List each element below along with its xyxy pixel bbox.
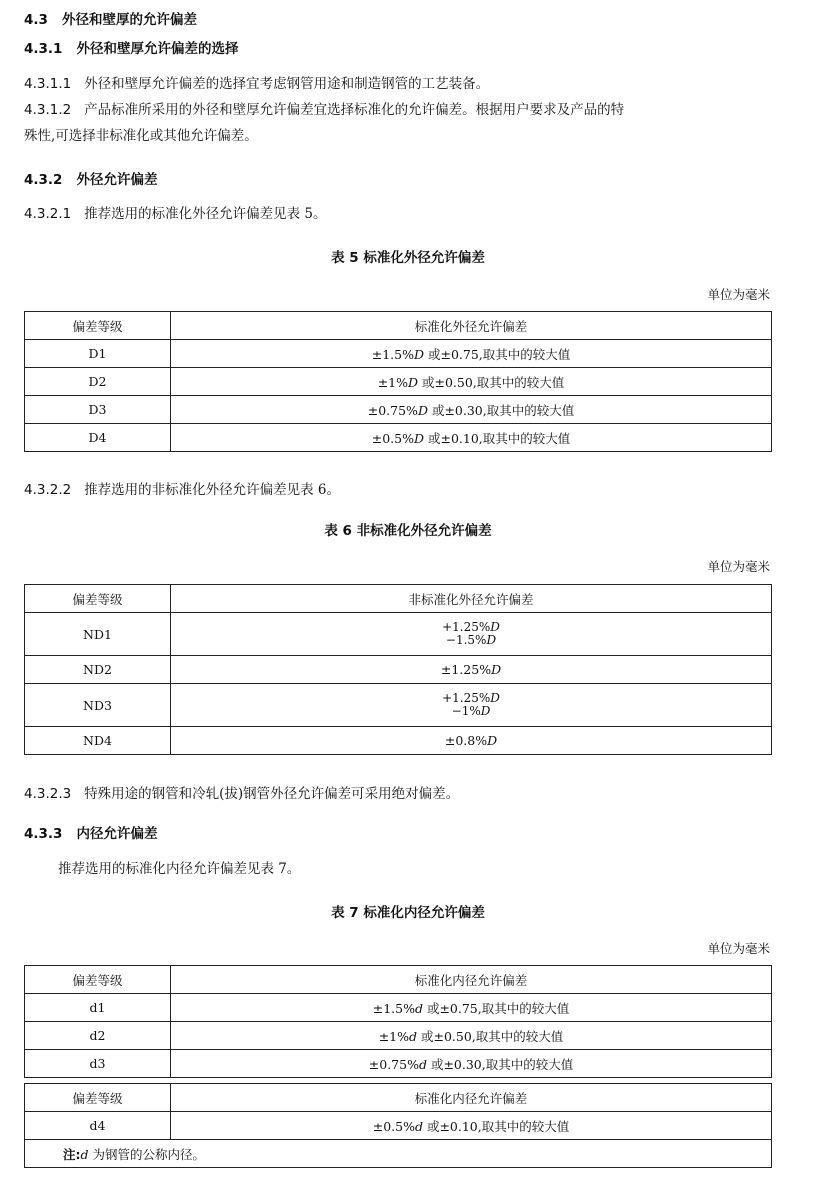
table-7-repeat-header-row	[25, 1084, 772, 1112]
table-row	[25, 727, 772, 755]
grade-cell: d1	[25, 994, 171, 1022]
grade-cell: d2	[25, 1022, 171, 1050]
clause-4-3-2-2: 4.3.2.2 推荐选用的非标准化外径允许偏差见表 6。	[24, 482, 340, 498]
grade-cell: D3	[25, 396, 171, 424]
grade-cell: D4	[25, 424, 171, 452]
grade-cell: ND1	[25, 613, 171, 656]
tolerance-cell: ±1%D 或±0.50,取其中的较大值	[171, 368, 772, 396]
grade-cell: ND3	[25, 684, 171, 727]
tolerance-cell: ±0.75%d 或±0.30,取其中的较大值	[171, 1050, 772, 1078]
table-row	[25, 340, 772, 368]
table-7-part-1	[24, 965, 772, 1078]
table-5	[24, 311, 772, 452]
table-row	[25, 368, 772, 396]
grade-cell: d4	[25, 1112, 171, 1140]
clause-4-3-1-1: 4.3.1.1 外径和壁厚允许偏差的选择宜考虑钢管用途和制造钢管的工艺装备。	[24, 76, 490, 92]
table-7-repeat-header-grade: 偏差等级	[25, 1084, 171, 1112]
tolerance-cell: ±0.8%D	[171, 727, 772, 755]
clause-4-3-1-2: 4.3.1.2 产品标准所采用的外径和壁厚允许偏差宜选择标准化的允许偏差。根据用户要求及产品的特	[24, 102, 625, 118]
section-4-3-3-heading: 4.3.3 内径允许偏差	[24, 826, 158, 842]
table-7-caption: 表 7 标准化内径允许偏差	[331, 905, 485, 921]
upper-deviation: +1.25%D	[442, 691, 500, 705]
table-row	[25, 424, 772, 452]
lower-deviation: −1.5%D	[445, 633, 497, 647]
table-7-note: 注:d 为钢管的公称内径。	[25, 1140, 772, 1168]
clause-4-3-1-2-cont: 殊性,可选择非标准化或其他允许偏差。	[24, 128, 258, 144]
tolerance-cell: ±1.25%D	[171, 656, 772, 684]
tolerance-cell: ±0.75%D 或±0.30,取其中的较大值	[171, 396, 772, 424]
table-row	[25, 656, 772, 684]
tolerance-cell	[171, 613, 772, 656]
table-7-header-tolerance: 标准化内径允许偏差	[171, 966, 772, 994]
table-6-header-row	[25, 585, 772, 613]
tolerance-cell: ±1%d 或±0.50,取其中的较大值	[171, 1022, 772, 1050]
table-row	[25, 613, 772, 656]
table-row	[25, 1112, 772, 1140]
grade-cell: ND2	[25, 656, 171, 684]
table-7-header-grade: 偏差等级	[25, 966, 171, 994]
lower-deviation: −1%D	[451, 704, 491, 718]
table-5-header-tolerance: 标准化外径允许偏差	[171, 312, 772, 340]
table-6	[24, 584, 772, 755]
grade-cell: D1	[25, 340, 171, 368]
table-7-part-2	[24, 1083, 772, 1168]
grade-cell: d3	[25, 1050, 171, 1078]
clause-4-3-2-1: 4.3.2.1 推荐选用的标准化外径允许偏差见表 5。	[24, 206, 327, 222]
tolerance-cell	[171, 684, 772, 727]
grade-cell: D2	[25, 368, 171, 396]
table-7-note-row	[25, 1140, 772, 1168]
table-5-header-grade: 偏差等级	[25, 312, 171, 340]
table-row	[25, 396, 772, 424]
tolerance-cell: ±0.5%D 或±0.10,取其中的较大值	[171, 424, 772, 452]
tolerance-cell: ±1.5%D 或±0.75,取其中的较大值	[171, 340, 772, 368]
section-4-3-1-heading: 4.3.1 外径和壁厚允许偏差的选择	[24, 41, 239, 57]
table-6-header-grade: 偏差等级	[25, 585, 171, 613]
table-6-header-tolerance: 非标准化外径允许偏差	[171, 585, 772, 613]
table-6-unit: 单位为毫米	[707, 559, 770, 574]
table-row	[25, 1022, 772, 1050]
table-5-caption: 表 5 标准化外径允许偏差	[331, 250, 485, 266]
table-6-caption: 表 6 非标准化外径允许偏差	[324, 523, 492, 539]
clause-4-3-3-text: 推荐选用的标准化内径允许偏差见表 7。	[58, 861, 301, 877]
tolerance-cell: ±1.5%d 或±0.75,取其中的较大值	[171, 994, 772, 1022]
table-7-repeat-header-tolerance: 标准化内径允许偏差	[171, 1084, 772, 1112]
tolerance-cell: ±0.5%d 或±0.10,取其中的较大值	[171, 1112, 772, 1140]
table-row	[25, 994, 772, 1022]
table-7-header-row	[25, 966, 772, 994]
section-4-3-heading: 4.3 外径和壁厚的允许偏差	[24, 12, 198, 28]
table-row	[25, 684, 772, 727]
clause-4-3-2-3: 4.3.2.3 特殊用途的钢管和冷轧(拔)钢管外径允许偏差可采用绝对偏差。	[24, 786, 460, 802]
table-row	[25, 1050, 772, 1078]
table-5-unit: 单位为毫米	[707, 287, 770, 302]
grade-cell: ND4	[25, 727, 171, 755]
section-4-3-2-heading: 4.3.2 外径允许偏差	[24, 172, 158, 188]
table-5-header-row	[25, 312, 772, 340]
table-7-unit: 单位为毫米	[707, 941, 770, 956]
upper-deviation: +1.25%D	[442, 620, 500, 634]
